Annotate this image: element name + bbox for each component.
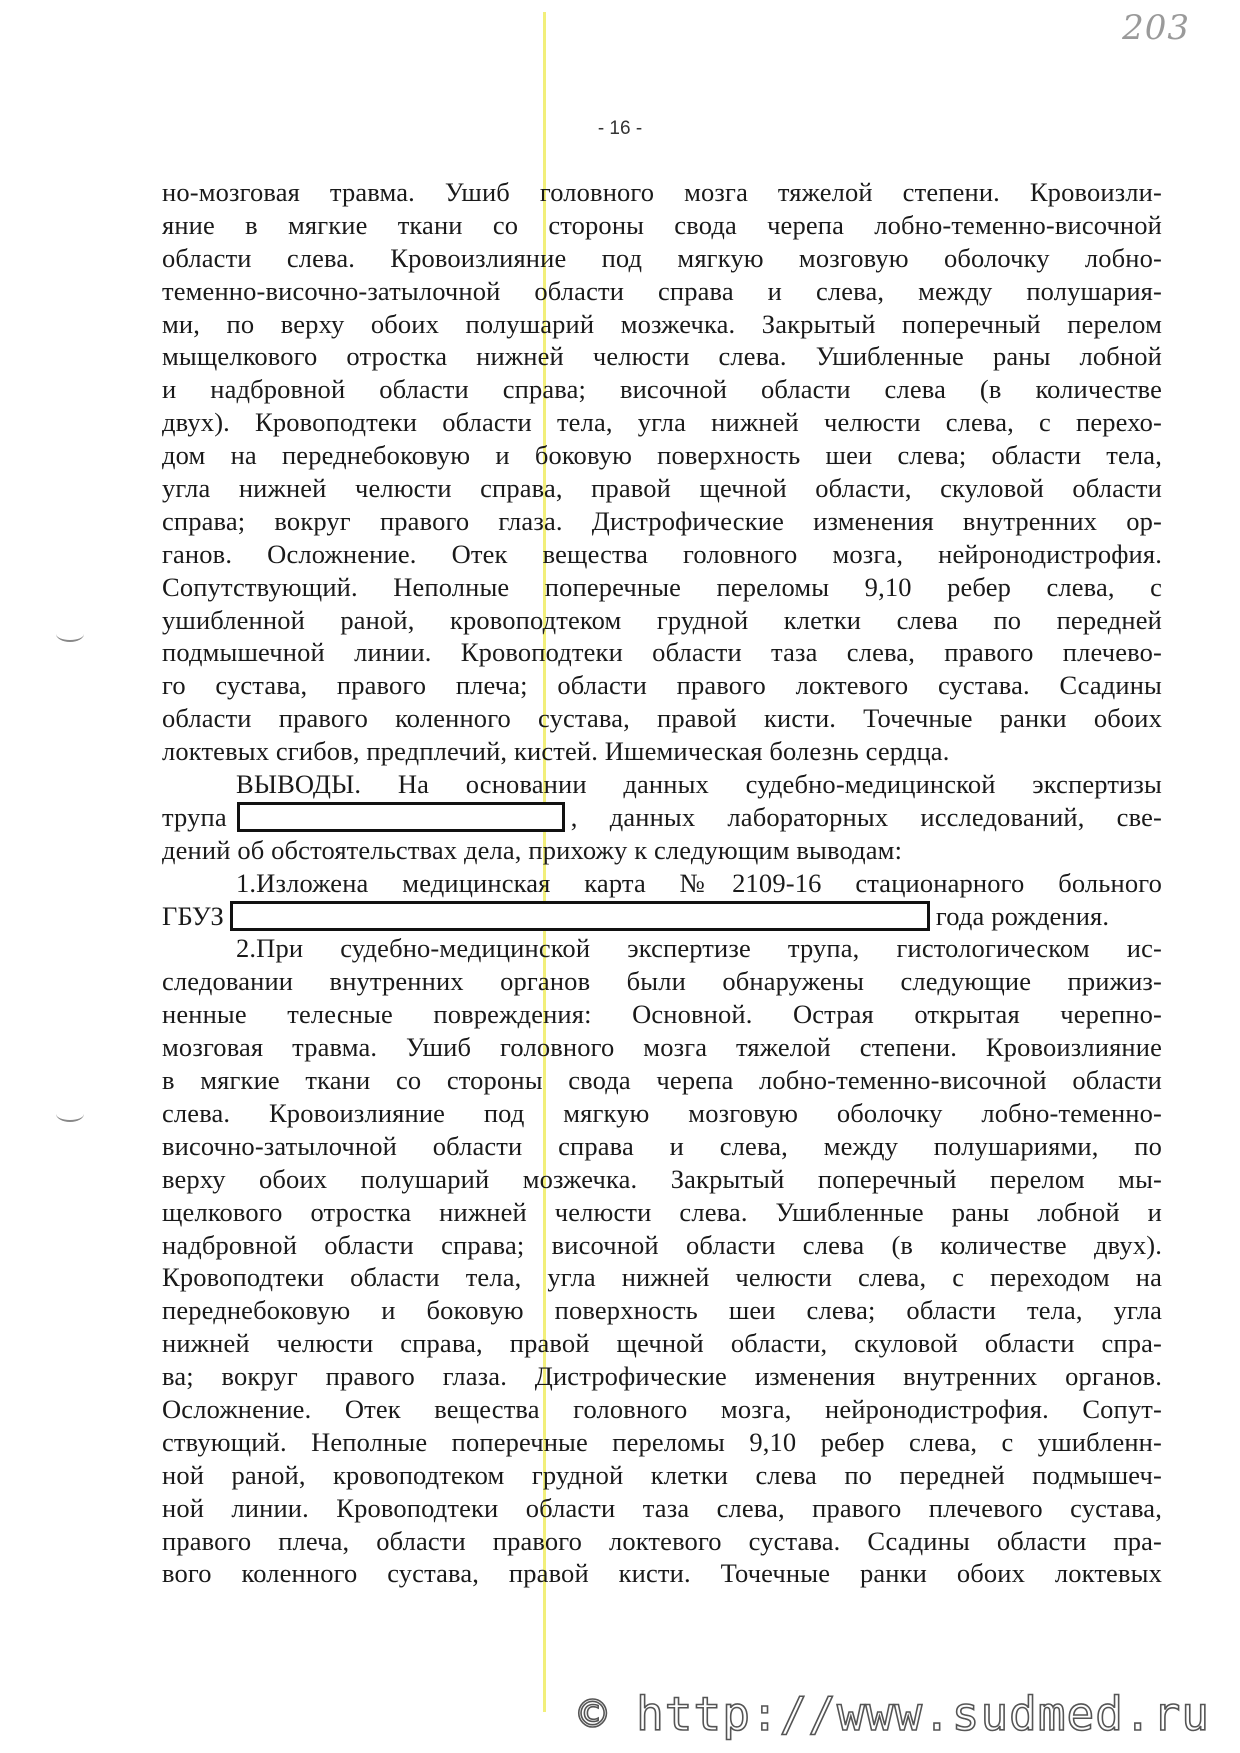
hole-punch-mark <box>56 1106 84 1122</box>
text-line: верху обоих полушарий мозжечка. Закрытый поперечный перелом мы- <box>162 1163 1162 1194</box>
text-line: ми, по верху обоих полушарий мозжечка. Закрытый поперечный перелом <box>162 308 1162 339</box>
text-line: го сустава, правого плеча; области правого локтевого сустава. Ссадины <box>162 670 1162 701</box>
text-line: и надбровной области справа; височной области слева (в количестве <box>162 374 1162 405</box>
text-after-redaction: , данных лабораторных исследований, све- <box>570 801 1162 832</box>
conclusions-line-2 <box>162 801 1162 834</box>
text-line: яние в мягкие ткани со стороны свода черепа лобно-теменно-височной <box>162 209 1162 240</box>
page-number: - 16 - <box>597 118 643 139</box>
text-line: 2.При судебно-медицинской экспертизе трупа, гистологическом ис- <box>236 933 1162 964</box>
text-line: локтевых сгибов, предплечий, кистей. Ишемическая болезнь сердца. <box>162 736 950 767</box>
text-line: Кровоподтеки области тела, угла нижней челюсти слева, с переходом на <box>162 1262 1162 1293</box>
text-line: ствующий. Неполные поперечные переломы 9,10 ребер слева, с ушибленн- <box>162 1426 1162 1457</box>
conclusions-line-3: дений об обстоятельствах дела, прихожу к следующим выводам: <box>162 834 903 865</box>
text-line: правого плеча, области правого локтевого сустава. Ссадины области пра- <box>162 1525 1162 1556</box>
text-line: надбровной области справа; височной области слева (в количестве двух). <box>162 1229 1162 1260</box>
redacted-hospital-box <box>230 901 930 931</box>
text-line: области слева. Кровоизлияние под мягкую мозговую оболочку лобно- <box>162 242 1162 273</box>
text-line: дом на переднебоковую и боковую поверхность шеи слева; области тела, <box>162 440 1162 471</box>
document-body <box>162 176 1162 1590</box>
text-line: щелкового отростка нижней челюсти слева. Ушибленные раны лобной и <box>162 1196 1162 1227</box>
text-line: угла нижней челюсти справа, правой щечной области, скуловой области <box>162 473 1162 504</box>
text-line: ва; вокруг правого глаза. Дистрофические изменения внутренних органов. <box>162 1361 1162 1392</box>
text-line: Осложнение. Отек вещества головного мозга, нейронодистрофия. Сопут- <box>162 1393 1162 1424</box>
text-line: нижней челюсти справа, правой щечной области, скуловой области спра- <box>162 1328 1162 1359</box>
item1-line-2 <box>162 900 1162 933</box>
text-line: но-мозговая травма. Ушиб головного мозга тяжелой степени. Кровоизли- <box>162 177 1162 207</box>
text-line: Сопутствующий. Неполные поперечные переломы 9,10 ребер слева, с <box>162 571 1162 602</box>
text-line: ненные телесные повреждения: Основной. Острая открытая черепно- <box>162 999 1162 1030</box>
text-line: мыщелкового отростка нижней челюсти слева. Ушибленные раны лобной <box>162 341 1162 372</box>
text-line: ушибленной раной, кровоподтеком грудной клетки слева по передней <box>162 604 1162 635</box>
conclusions-heading-line: ВЫВОДЫ. На основании данных судебно-медицинской экспертизы <box>236 769 1162 800</box>
text-line: слева. Кровоизлияние под мягкую мозговую оболочку лобно-теменно- <box>162 1097 1162 1128</box>
text-line: следовании внутренних органов были обнаружены следующие прижиз- <box>162 966 1162 997</box>
text-line: височно-затылочной области справа и слева, между полушариями, по <box>162 1130 1162 1161</box>
text-line: области правого коленного сустава, правой кисти. Точечные ранки обоих <box>162 703 1162 734</box>
text-before-redaction: ГБУЗ <box>162 900 224 931</box>
text-line: подмышечной линии. Кровоподтеки области таза слева, правого плечево- <box>162 637 1162 668</box>
handwritten-page-number: 203 <box>1122 8 1190 48</box>
paragraph-item2-injuries <box>162 932 1162 1590</box>
text-line: переднебоковую и боковую поверхность шеи слева; области тела, угла <box>162 1295 1162 1326</box>
redacted-name-box <box>237 802 565 832</box>
text-line: в мягкие ткани со стороны свода черепа лобно-теменно-височной области <box>162 1065 1162 1096</box>
text-before-redaction: трупа <box>162 801 227 832</box>
text-line: мозговая травма. Ушиб головного мозга тяжелой степени. Кровоизлияние <box>162 1032 1162 1063</box>
text-line: ной линии. Кровоподтеки области таза слева, правого плечевого сустава, <box>162 1492 1162 1523</box>
text-line: теменно-височно-затылочной области справа и слева, между полушария- <box>162 275 1162 306</box>
text-line: двух). Кровоподтеки области тела, угла нижней челюсти слева, с перехо- <box>162 407 1162 438</box>
text-line: справа; вокруг правого глаза. Дистрофические изменения внутренних ор- <box>162 505 1162 536</box>
item1-line-1: 1.Изложена медицинская карта №2109-16 стационарного больного <box>236 867 1162 898</box>
text-line: ной раной, кровоподтеком грудной клетки слева по передней подмышеч- <box>162 1459 1162 1490</box>
hole-punch-mark <box>56 626 84 642</box>
text-after-redaction: года рождения. <box>935 900 1110 931</box>
site-watermark: © http://www.sudmed.ru <box>578 1687 1210 1741</box>
paragraph-continued-diagnosis <box>162 176 1162 768</box>
text-line: вого коленного сустава, правой кисти. Точечные ранки обоих локтевых <box>162 1558 1162 1589</box>
text-line: ганов. Осложнение. Отек вещества головного мозга, нейронодистрофия. <box>162 538 1162 569</box>
